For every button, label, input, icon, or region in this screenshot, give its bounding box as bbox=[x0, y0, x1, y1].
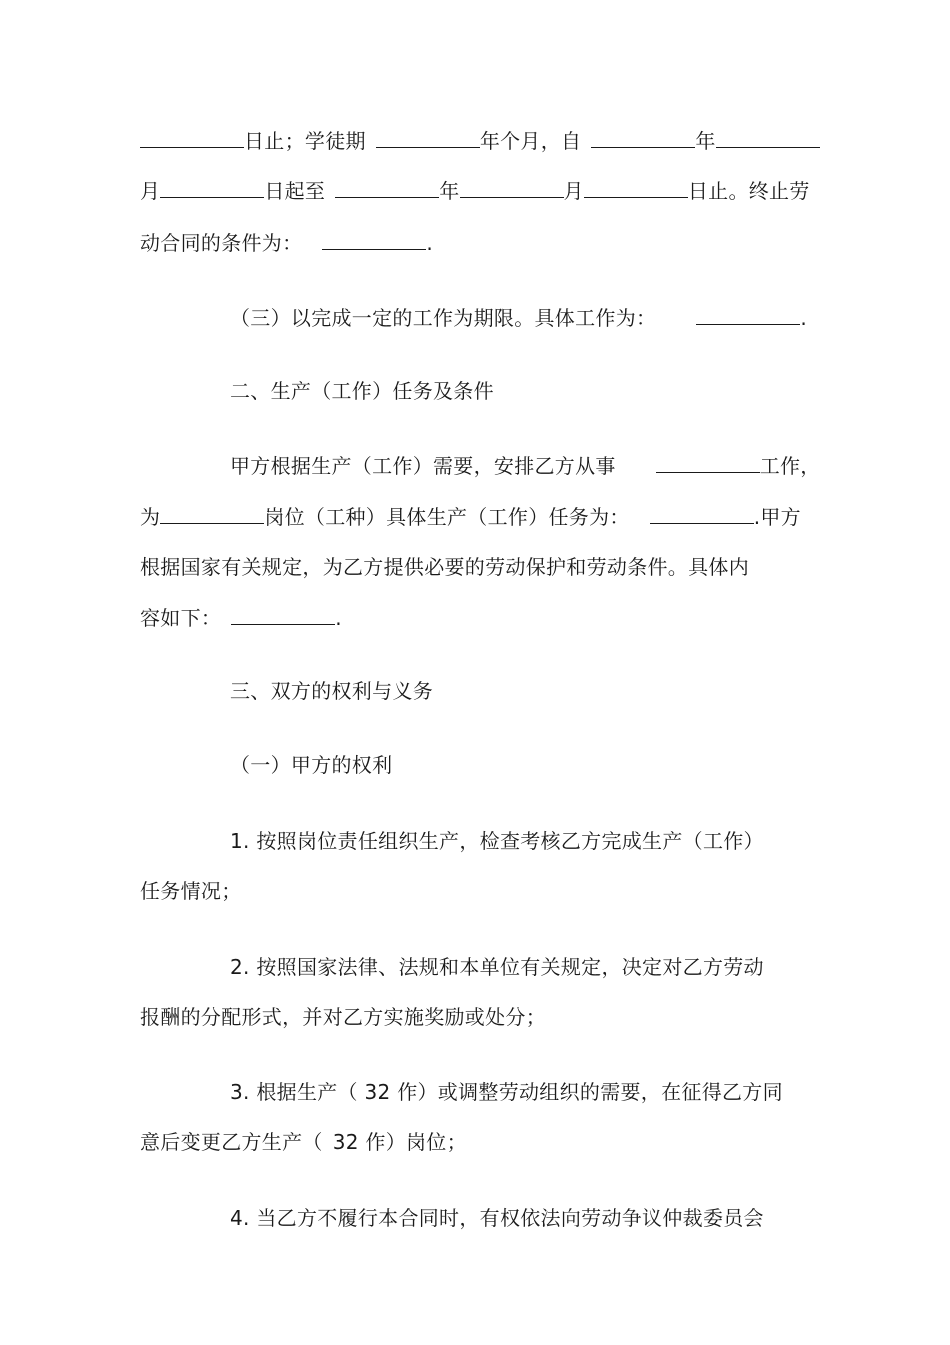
text-line-3 bbox=[140, 230, 433, 256]
text-segment: 年个月，自 bbox=[479, 129, 582, 153]
fill-blank[interactable] bbox=[656, 454, 760, 473]
text-segment: 月 bbox=[140, 179, 161, 203]
section-heading: 二、生产（工作）任务及条件 bbox=[230, 379, 494, 403]
fill-blank[interactable] bbox=[376, 129, 480, 148]
text-line-9 bbox=[140, 605, 342, 631]
fill-blank[interactable] bbox=[591, 129, 695, 148]
list-item-continuation: 报酬的分配形式，并对乙方实施奖励或处分； bbox=[140, 1005, 546, 1029]
text-segment: 日止；学徒期 bbox=[244, 129, 366, 153]
list-item-continuation: 任务情况； bbox=[140, 879, 242, 903]
text-segment: 年 bbox=[695, 129, 716, 153]
section-heading: 三、双方的权利与义务 bbox=[230, 679, 433, 703]
fill-blank[interactable] bbox=[231, 606, 335, 625]
text-line-7 bbox=[140, 504, 801, 530]
text-segment: 工作， bbox=[759, 454, 821, 478]
text-line-6 bbox=[230, 453, 821, 479]
text-segment: 日起至 bbox=[264, 179, 326, 203]
text-line-2 bbox=[140, 178, 810, 204]
fill-blank[interactable] bbox=[650, 505, 754, 524]
fill-blank[interactable] bbox=[140, 129, 244, 148]
text-segment: 日止。终止劳 bbox=[687, 179, 810, 203]
fill-blank[interactable] bbox=[584, 179, 688, 198]
text-segment: . bbox=[426, 231, 434, 255]
fill-blank[interactable] bbox=[322, 231, 426, 250]
text-segment: 意后变更乙方生产（ bbox=[140, 1130, 323, 1154]
text-segment: .甲方 bbox=[753, 505, 801, 529]
text-segment: . bbox=[800, 306, 807, 330]
list-item-continuation bbox=[140, 1129, 467, 1155]
text-segment: 动合同的条件为： bbox=[140, 231, 303, 255]
list-item: 2. 按照国家法律、法规和本单位有关规定，决定对乙方劳动 bbox=[230, 955, 764, 979]
text-segment: 容如下： bbox=[140, 606, 222, 630]
text-line-1 bbox=[140, 128, 820, 154]
text-segment: 32 作）岗位； bbox=[332, 1130, 467, 1154]
text-line-4 bbox=[230, 305, 807, 331]
fill-blank[interactable] bbox=[460, 179, 564, 198]
fill-blank[interactable] bbox=[696, 306, 800, 325]
text-segment: 为 bbox=[140, 505, 161, 529]
text-segment: 月 bbox=[563, 179, 584, 203]
text-segment: 岗位（工种）具体生产（工作）任务为： bbox=[264, 505, 630, 529]
text-line-8: 根据国家有关规定，为乙方提供必要的劳动保护和劳动条件。具体内 bbox=[140, 555, 749, 579]
list-item: 1. 按照岗位责任组织生产，检查考核乙方完成生产（工作） bbox=[230, 829, 764, 853]
text-segment: （三）以完成一定的工作为期限。具体工作为： bbox=[230, 306, 657, 330]
text-segment: 年 bbox=[439, 179, 460, 203]
fill-blank[interactable] bbox=[160, 505, 264, 524]
fill-blank[interactable] bbox=[160, 179, 264, 198]
text-segment: . bbox=[335, 606, 342, 630]
fill-blank[interactable] bbox=[716, 129, 820, 148]
list-item: 3. 根据生产（ 32 作）或调整劳动组织的需要，在征得乙方同 bbox=[230, 1080, 783, 1104]
list-item: 4. 当乙方不履行本合同时，有权依法向劳动争议仲裁委员会 bbox=[230, 1206, 764, 1230]
subsection-heading: （一）甲方的权利 bbox=[230, 753, 393, 777]
fill-blank[interactable] bbox=[335, 179, 439, 198]
text-segment: 甲方根据生产（工作）需要，安排乙方从事 bbox=[230, 454, 616, 478]
